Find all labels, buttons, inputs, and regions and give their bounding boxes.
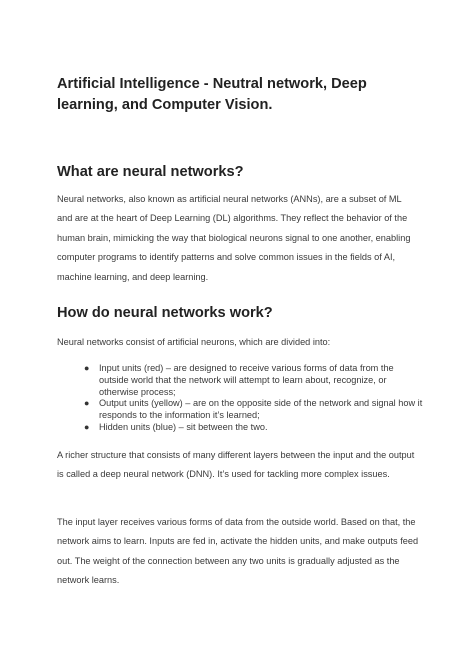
list-item-text: Hidden units (blue) – sit between the two. xyxy=(99,421,268,432)
list-item xyxy=(80,422,425,434)
section-paragraph: The input layer receives various forms of data from the outside world. Based on that, the network aims to learn. Inputs are fed in, activate the hidden units, and make outputs feed out. The weight of the connection between any two units is gradually adjusted as the network learns. xyxy=(57,517,419,586)
bullet-icon: ● xyxy=(84,363,90,373)
bullet-icon: ● xyxy=(84,421,90,432)
list-item xyxy=(80,363,425,398)
section-paragraph: Neural networks, also known as artificial neural networks (ANNs), are a subset of ML and are at the heart of Deep Learning (DL) algorithms. They reflect the behavior of the human brain, mimicking the way that biological neurons signal to one another, enabling computer programs to identify patterns and solve common issues in the fields of AI, machine learning, and deep learning. xyxy=(57,194,411,282)
neuron-types-list xyxy=(80,363,425,434)
section-paragraph: A richer structure that consists of many different layers between the input and the output is called a deep neural network (DNN). It’s used for tackling more complex issues. xyxy=(57,450,415,480)
list-item-text: Output units (yellow) – are on the opposite side of the network and signal how it responds to the information it’s learned; xyxy=(99,398,423,421)
list-item xyxy=(80,398,425,422)
bullet-icon: ● xyxy=(84,398,90,409)
section-heading-what-are-neural-networks: What are neural networks? xyxy=(57,164,244,180)
section-heading-how-do-neural-networks-work: How do neural networks work? xyxy=(57,305,273,321)
document-title: Artificial Intelligence - Neutral network, Deep learning, and Computer Vision. xyxy=(57,76,367,113)
list-item-text: Input units (red) – are designed to receive various forms of data from the outside world that the network will attempt to learn about, recognize, or otherwise process; xyxy=(99,363,394,397)
section-intro-paragraph: Neural networks consist of artificial neurons, which are divided into: xyxy=(57,337,331,347)
